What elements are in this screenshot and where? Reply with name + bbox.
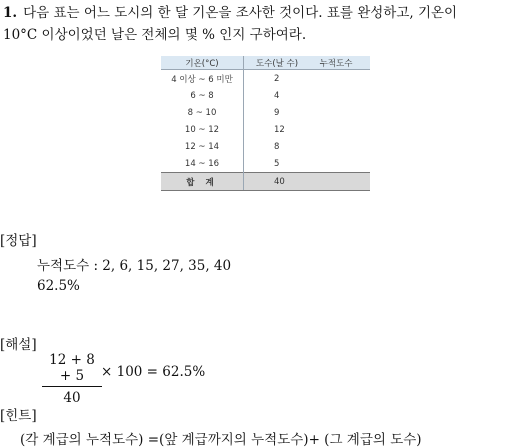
freq-cell: 5 [274, 158, 280, 169]
problem-statement [3, 2, 457, 46]
range-cell: 14 ~ 16 [161, 155, 244, 173]
header-cumulative: 누적도수 [319, 58, 353, 69]
hint-text: (각 계급의 누적도수) =(앞 계급까지의 누적도수)+ (그 계급의 도수) [20, 432, 422, 448]
freq-cell: 8 [274, 141, 280, 152]
problem-number: 1. [3, 5, 18, 21]
frequency-table [161, 56, 370, 191]
solution-label: [해설] [0, 337, 37, 353]
answer-line-1: 누적도수 : 2, 6, 15, 27, 35, 40 [37, 258, 232, 274]
hint-label: [힌트] [0, 408, 37, 424]
freq-cell: 4 [274, 90, 280, 101]
table-row [161, 138, 370, 155]
problem-line-2: 10°C 이상이었던 날은 전체의 몇 % 인지 구하여라. [3, 27, 307, 43]
range-cell: 12 ~ 14 [161, 138, 244, 155]
total-value: 40 [244, 173, 371, 191]
range-cell: 6 ~ 8 [161, 87, 244, 104]
range-cell: 10 ~ 12 [161, 121, 244, 138]
header-temperature: 기온(°C) [161, 56, 244, 70]
table-total-row [161, 173, 370, 191]
freq-cell: 9 [274, 107, 280, 118]
table-row [161, 155, 370, 173]
table-row [161, 70, 370, 88]
freq-cell: 2 [274, 73, 280, 84]
range-cell: 4 이상 ~ 6 미만 [161, 70, 244, 88]
freq-cell: 12 [274, 124, 285, 135]
solution-result: × 100 = 62.5% [101, 364, 206, 380]
range-cell: 8 ~ 10 [161, 104, 244, 121]
fraction-denominator: 40 [63, 390, 81, 406]
table-header-row [161, 56, 370, 70]
fraction-numerator: 12 + 8 + 5 [49, 352, 95, 384]
answer-line-2: 62.5% [37, 278, 80, 294]
solution-fraction [42, 352, 102, 406]
answer-label: [정답] [0, 233, 37, 249]
problem-line-1: 다음 표는 어느 도시의 한 달 기온을 조사한 것이다. 표를 완성하고, 기온이 [23, 5, 458, 21]
header-frequency: 도수(날 수) [255, 58, 299, 69]
header-frequency-group [244, 56, 371, 70]
total-label: 합 계 [161, 173, 244, 191]
table-row [161, 87, 370, 104]
table-row [161, 121, 370, 138]
table-row [161, 104, 370, 121]
